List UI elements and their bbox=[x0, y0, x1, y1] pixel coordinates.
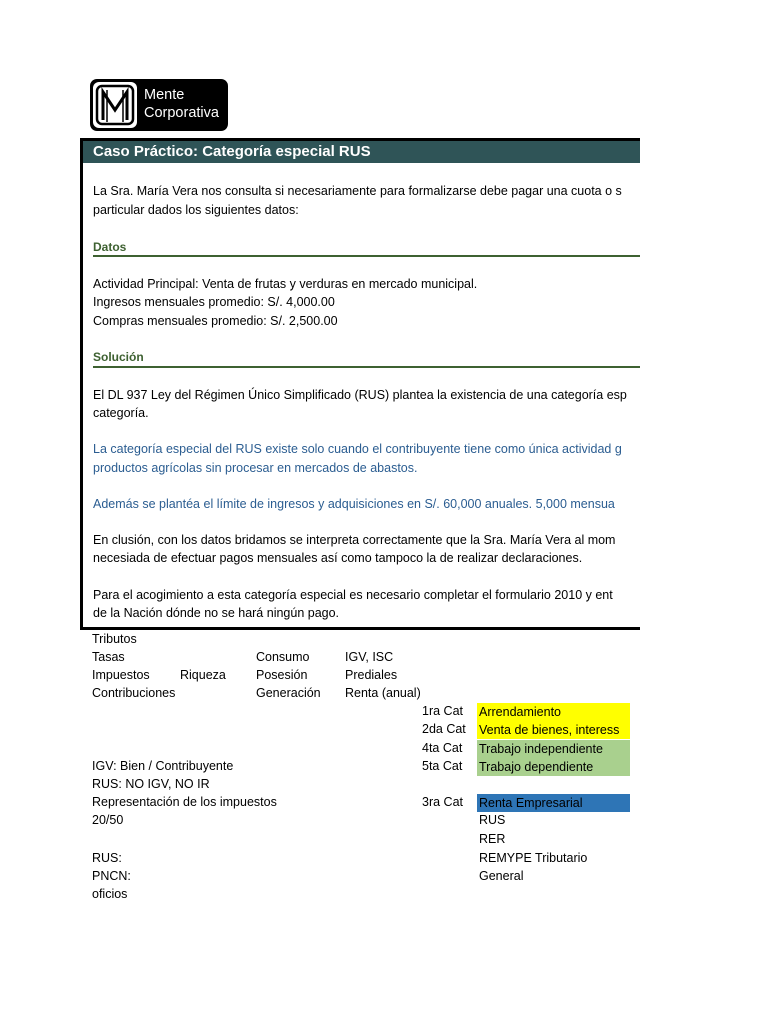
solucion-blue-line-1: La categoría especial del RUS existe solo cuando el contribuyente tiene como única actividad g bbox=[93, 442, 622, 456]
note-representacion: Representación de los impuestos bbox=[92, 795, 277, 809]
note-riqueza: Riqueza bbox=[180, 668, 226, 682]
cell-trabajo-dependiente: Trabajo dependiente bbox=[477, 758, 630, 776]
note-cat-4: 4ta Cat bbox=[422, 741, 463, 755]
solucion-line-1: El DL 937 Ley del Régimen Único Simplificado (RUS) plantea la existencia de una categoría esp bbox=[93, 388, 627, 402]
note-contribuciones: Contribuciones bbox=[92, 686, 176, 700]
note-igv-isc: IGV, ISC bbox=[345, 650, 394, 664]
solucion-line-2: categoría. bbox=[93, 406, 149, 420]
note-igv-bien: IGV: Bien / Contribuyente bbox=[92, 759, 234, 773]
logo-line-1: Mente bbox=[144, 87, 185, 103]
cell-trabajo-independiente: Trabajo independiente bbox=[477, 740, 630, 758]
note-regimen-remype: REMYPE Tributario bbox=[479, 851, 588, 865]
solucion-heading: Solución bbox=[93, 350, 144, 364]
solucion-blue-line-3: Además se plantéa el límite de ingresos y adquisiciones en S/. 60,000 anuales. 5,000 mensua bbox=[93, 497, 615, 511]
note-renta-anual: Renta (anual) bbox=[345, 686, 421, 700]
note-tributos: Tributos bbox=[92, 632, 137, 646]
datos-line-1: Actividad Principal: Venta de frutas y verduras en mercado municipal. bbox=[93, 277, 478, 291]
note-rus-label: RUS: bbox=[92, 851, 122, 865]
note-cat-2: 2da Cat bbox=[422, 722, 466, 736]
note-oficios: oficios bbox=[92, 887, 128, 901]
datos-line-3: Compras mensuales promedio: S/. 2,500.00 bbox=[93, 314, 338, 328]
note-rus-no: RUS: NO IGV, NO IR bbox=[92, 777, 210, 791]
note-regimen-general: General bbox=[479, 869, 524, 883]
solucion-line-3: En clusión, con los datos bridamos se interpreta correctamente que la Sra. María Vera al mom bbox=[93, 533, 616, 547]
note-cat-5: 5ta Cat bbox=[422, 759, 463, 773]
datos-heading: Datos bbox=[93, 240, 127, 254]
note-generacion: Generación bbox=[256, 686, 321, 700]
note-consumo: Consumo bbox=[256, 650, 310, 664]
intro-line-2: particular dados los siguientes datos: bbox=[93, 203, 299, 217]
note-pncn: PNCN: bbox=[92, 869, 131, 883]
note-regimen-rer: RER bbox=[479, 832, 506, 846]
cell-venta-bienes: Venta de bienes, interess bbox=[477, 721, 630, 739]
note-cat-1: 1ra Cat bbox=[422, 704, 463, 718]
solucion-line-4: necesiada de efectuar pagos mensuales así como tampoco la de realizar declaraciones. bbox=[93, 551, 583, 565]
mente-corporativa-logo-icon bbox=[93, 82, 137, 128]
datos-divider bbox=[93, 255, 640, 257]
solucion-blue-line-2: productos agrícolas sin procesar en mercados de abastos. bbox=[93, 461, 418, 475]
case-title: Caso Práctico: Categoría especial RUS bbox=[83, 141, 640, 163]
solucion-line-5: Para el acogimiento a esta categoría especial es necesario completar el formulario 2010 y ent bbox=[93, 588, 613, 602]
note-ratio: 20/50 bbox=[92, 813, 124, 827]
logo bbox=[90, 79, 228, 131]
note-tasas: Tasas bbox=[92, 650, 125, 664]
note-prediales: Prediales bbox=[345, 668, 398, 682]
cell-arrendamiento: Arrendamiento bbox=[477, 703, 630, 721]
case-box bbox=[80, 138, 640, 630]
solucion-divider bbox=[93, 366, 640, 368]
note-cat-3: 3ra Cat bbox=[422, 795, 463, 809]
datos-line-2: Ingresos mensuales promedio: S/. 4,000.00 bbox=[93, 295, 335, 309]
logo-text bbox=[144, 86, 219, 122]
solucion-line-6: de la Nación dónde no se hará ningún pago. bbox=[93, 606, 340, 620]
note-impuestos: Impuestos bbox=[92, 668, 150, 682]
logo-line-2: Corporativa bbox=[144, 105, 219, 121]
note-regimen-rus: RUS bbox=[479, 813, 506, 827]
cell-renta-empresarial: Renta Empresarial bbox=[477, 794, 630, 812]
note-posesion: Posesión bbox=[256, 668, 308, 682]
intro-line-1: La Sra. María Vera nos consulta si necesariamente para formalizarse debe pagar una cuota o s bbox=[93, 184, 622, 198]
